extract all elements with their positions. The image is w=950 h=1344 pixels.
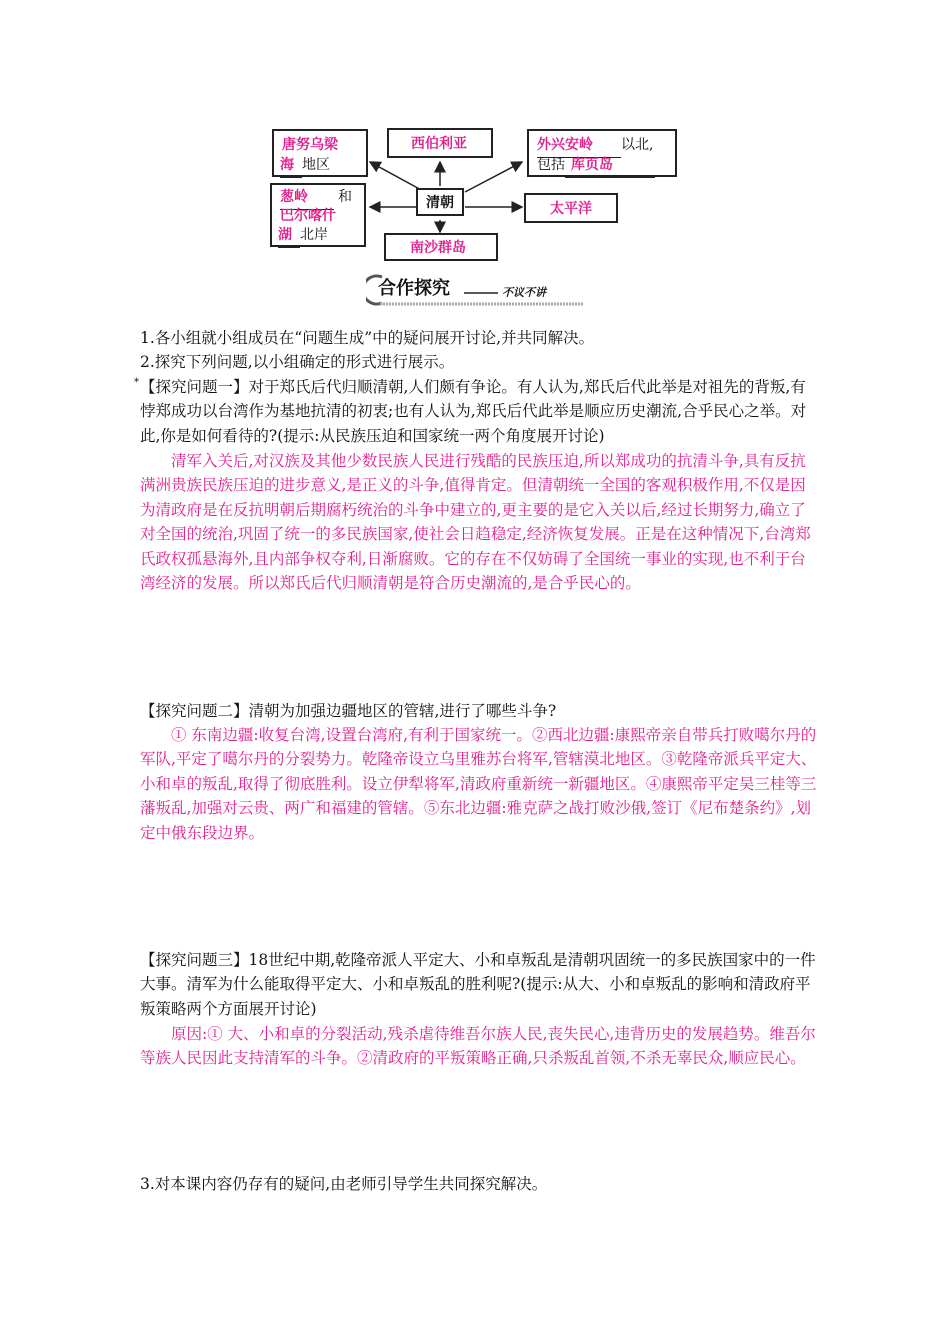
- section-title: 合作探究: [378, 278, 450, 299]
- tannu-uriankhai-suffix: 海: [280, 153, 302, 178]
- region-label: 地区: [302, 157, 330, 173]
- diagram-box-siberia: [387, 128, 493, 158]
- question-3: 【探究问题三】18世纪中期,乾隆帝派人平定大、小和卓叛乱是清朝巩固统一的多民族国家中的一件大事。清军为什么能取得平定大、小和卓叛乱的胜利呢?(提示:从大、小和卓叛乱的影响和清政府平叛策略两个方面展开讨论): [140, 951, 816, 1018]
- pamirs-label: 葱岭: [280, 185, 334, 210]
- balkhash-label: 巴尔喀什: [280, 208, 336, 224]
- diagram-box-tannu-uriankhai: [272, 129, 368, 177]
- question-1: [134, 375, 820, 448]
- answer-2: ① 东南边疆:收复台湾,设置台湾府,有利于国家统一。②西北边疆:康熙帝亲自带兵打败噶尔丹的军队,平定了噶尔丹的分裂势力。乾隆帝设立乌里雅苏台将军,管辖漠北地区。③乾隆帝派兵平定大、小和卓的叛乱,取得了彻底胜利。设立伊犁将军,清政府重新统一新疆地区。④康熙帝平定吴三桂等三藩叛乱,加强对云贵、两广和福建的管辖。⑤东北边疆:雅克萨之战打败沙俄,签订《尼布楚条约》,划定中俄东段边界。: [140, 726, 817, 842]
- item-1: 1.各小组就小组成员在“问题生成”中的疑问展开讨论,并共同解决。: [140, 329, 595, 347]
- question-1-text: 【探究问题一】对于郑氏后代归顺清朝,人们颇有争论。有人认为,郑氏后代此举是对祖先的背叛,有悖郑成功以台湾作为基地抗清的初衷;也有人认为,郑氏后代此举是顺应历史潮流,合乎民心之举。对此,你是如何看待的?(提示:从民族压迫和国家统一两个角度展开讨论): [140, 378, 807, 445]
- diagram-box-nansha: [384, 233, 498, 261]
- north-shore-label: 北岸: [300, 227, 328, 243]
- item-2: 2.探究下列问题,以小组确定的形式进行展示。: [140, 353, 455, 371]
- including-label: 包括: [537, 157, 565, 173]
- siberia-label: 西伯利亚: [411, 136, 467, 152]
- diagram-box-outer-khingan: [527, 129, 677, 177]
- lake-label: 湖: [278, 223, 300, 248]
- section-header: [366, 273, 588, 307]
- north-of-label: 以北,: [621, 137, 654, 153]
- pacific-label: 太平洋: [550, 201, 592, 217]
- answer-1: 清军入关后,对汉族及其他少数民族人民进行残酷的民族压迫,所以郑成功的抗清斗争,具有反抗满洲贵族民族压迫的进步意义,是正义的斗争,值得肯定。但清朝统一全国的客观积极作用,不仅是因为清政府是在反抗明朝后期腐朽统治的斗争中建立的,更主要的是它入关以后,经过长期努力,确立了对全国的统治,巩固了统一的多民族国家,使社会日趋稳定,经济恢复发展。正是在这种情况下,台湾郑氏政权孤悬海外,且内部争权夺利,日渐腐败。它的存在不仅妨碍了全国统一事业的实现,也不利于台湾经济的发展。所以郑氏后代归顺清朝是符合历史潮流的,是合乎民心的。: [140, 452, 811, 593]
- diagram-box-pacific: [524, 193, 618, 223]
- question-1-marker: *: [134, 377, 139, 388]
- outer-khingan-label: 外兴安岭: [537, 133, 621, 158]
- question-2: 【探究问题二】清朝为加强边疆地区的管辖,进行了哪些斗争?: [140, 702, 557, 720]
- section-subtitle: 不议不讲: [502, 286, 546, 299]
- diagram-box-qing: [416, 188, 464, 216]
- nansha-label: 南沙群岛: [410, 240, 466, 256]
- item-3: 3.对本课内容仍存有的疑问,由老师引导学生共同探究解决。: [140, 1175, 548, 1193]
- sakhalin-label: 库页岛: [565, 153, 655, 178]
- answer-3: 原因:① 大、小和卓的分裂活动,残杀虐待维吾尔族人民,丧失民心,违背历史的发展趋势。维吾尔等族人民因此支持清军的斗争。②清政府的平叛策略正确,只杀叛乱首领,不杀无辜民众,顺应民心。: [140, 1025, 816, 1068]
- tannu-uriankhai-label: 唐努乌梁: [282, 137, 338, 153]
- qing-label: 清朝: [426, 195, 454, 211]
- and-label: 和: [338, 189, 352, 205]
- diagram-box-pamirs: [270, 183, 366, 247]
